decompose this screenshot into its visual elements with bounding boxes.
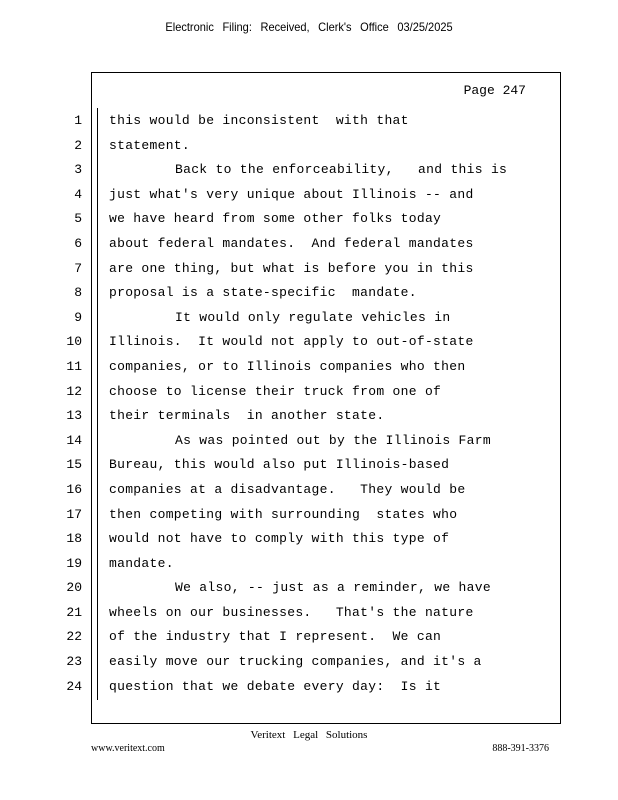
line-text: companies at a disadvantage. They would be — [109, 481, 466, 497]
line-number: 7 — [74, 260, 82, 276]
transcript-line — [0, 478, 618, 503]
line-text: we have heard from some other folks today — [109, 211, 442, 227]
line-number: 10 — [66, 334, 82, 350]
line-number: 21 — [66, 604, 82, 620]
line-number: 5 — [74, 211, 82, 227]
page-number: Page 247 — [463, 83, 526, 98]
transcript-line — [0, 552, 618, 577]
line-number: 14 — [66, 432, 82, 448]
transcript-line — [0, 330, 618, 355]
line-text: wheels on our businesses. That's the nature — [109, 604, 474, 620]
line-text: Bureau, this would also put Illinois-based — [109, 457, 450, 473]
line-number: 8 — [74, 285, 82, 301]
line-text: of the industry that I represent. We can — [109, 629, 442, 645]
line-number: 1 — [74, 113, 82, 128]
line-number: 24 — [66, 678, 82, 694]
line-text: just what's very unique about Illinois -- and — [109, 186, 474, 202]
transcript-line — [0, 601, 618, 626]
line-number: 19 — [66, 555, 82, 571]
line-text: proposal is a state-specific mandate. — [109, 285, 417, 301]
line-text: Illinois. It would not apply to out-of-state — [109, 334, 474, 350]
transcript-line — [0, 404, 618, 429]
line-number: 15 — [66, 457, 82, 473]
line-number: 3 — [74, 162, 82, 178]
filing-stamp-header: Electronic Filing: Received, Clerk's Office 03/25/2025 — [165, 20, 453, 34]
line-text: easily move our trucking companies, and it's a — [109, 654, 482, 670]
transcript-line — [0, 453, 618, 478]
line-number: 9 — [74, 309, 82, 325]
transcript-line — [0, 675, 618, 700]
line-text: their terminals in another state. — [109, 408, 385, 424]
line-text: then competing with surrounding states who — [109, 506, 458, 522]
transcript-line — [0, 183, 618, 208]
line-text: about federal mandates. And federal mandates — [109, 235, 474, 251]
transcript-line — [0, 650, 618, 675]
line-number: 22 — [66, 629, 82, 645]
line-text: companies, or to Illinois companies who then — [109, 358, 466, 374]
line-text: We also, -- just as a reminder, we have — [175, 580, 491, 596]
line-number: 23 — [66, 654, 82, 670]
line-number: 20 — [66, 580, 82, 596]
transcript-line — [0, 429, 618, 454]
transcript-line — [0, 503, 618, 528]
line-text: question that we debate every day: Is it — [109, 678, 442, 694]
transcript-line — [0, 625, 618, 650]
line-text: As was pointed out by the Illinois Farm — [175, 432, 491, 448]
transcript-line — [0, 576, 618, 601]
transcript-line — [0, 281, 618, 306]
transcript-line — [0, 158, 618, 183]
transcript-line — [0, 380, 618, 405]
line-number: 2 — [74, 137, 82, 153]
transcript-line — [0, 109, 618, 134]
footer-company: Veritext Legal Solutions — [250, 729, 368, 741]
transcript-line — [0, 207, 618, 232]
line-number: 6 — [74, 235, 82, 251]
transcript-line — [0, 134, 618, 159]
footer-phone: 888-391-3376 — [492, 743, 549, 754]
line-number: 16 — [66, 481, 82, 497]
transcript-line — [0, 232, 618, 257]
line-text: Back to the enforceability, and this is — [175, 162, 508, 178]
line-text: are one thing, but what is before you in this — [109, 260, 474, 276]
transcript-line — [0, 257, 618, 282]
transcript-line — [0, 355, 618, 380]
line-text: would not have to comply with this type of — [109, 531, 450, 547]
line-number: 4 — [74, 186, 82, 202]
line-number: 11 — [66, 358, 82, 374]
transcript-lines — [0, 109, 618, 699]
line-text: this would be inconsistent with that — [109, 113, 409, 128]
transcript-line — [0, 527, 618, 552]
line-text: It would only regulate vehicles in — [175, 309, 451, 325]
line-text: choose to license their truck from one of — [109, 383, 442, 399]
line-text: mandate. — [109, 555, 174, 571]
footer-website: www.veritext.com — [91, 743, 165, 754]
line-number: 13 — [66, 408, 82, 424]
line-text: statement. — [109, 137, 191, 153]
transcript-line — [0, 306, 618, 331]
line-number: 17 — [66, 506, 82, 522]
line-number: 18 — [66, 531, 82, 547]
line-number: 12 — [66, 383, 82, 399]
